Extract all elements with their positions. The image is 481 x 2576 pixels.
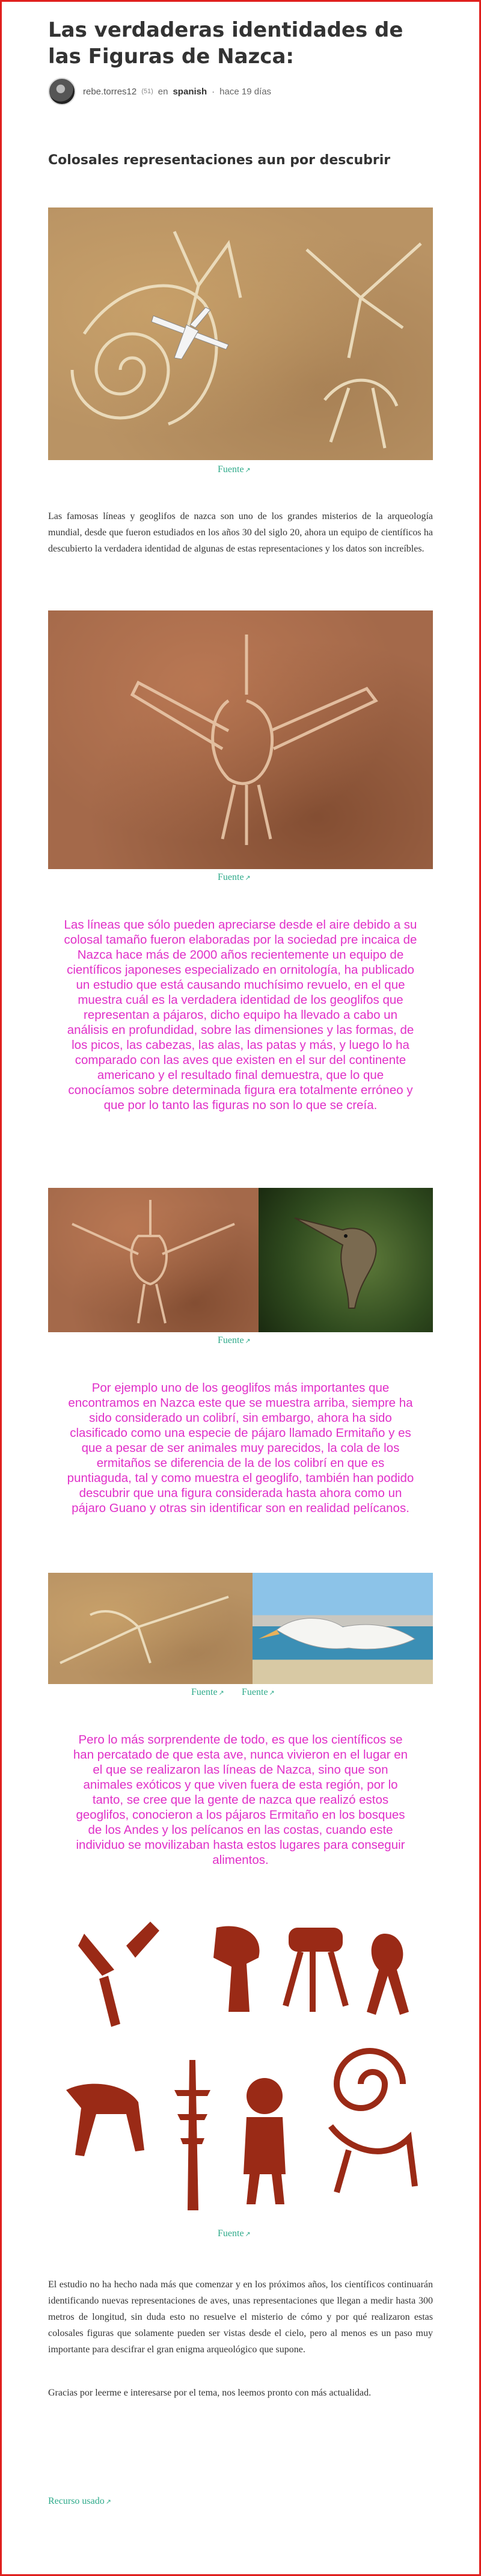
hermit-bird-drawing	[259, 1188, 433, 1332]
source-link-5[interactable]	[242, 1687, 275, 1698]
hummingbird-geoglyph-image	[48, 610, 433, 869]
conclusion-paragraph: El estudio no ha hecho nada más que comenzar y en los próximos años, los científicos continuarán identificando nuevas representaciones de aves, unas representaciones que llegan a medir hasta 300 metros de longitud, sin duda esto no resuelve el misterio de cómo y por qué realizaron estas colosales figuras que solamente pueden ser vistas desde el cielo, pero al menos es un paso muy importante para descifrar el gran enigma arqueológico que supone.	[48, 2279, 433, 2355]
hermit-bird-photo	[259, 1188, 433, 1332]
nazca-lines-drawing	[48, 207, 433, 460]
source-link-4[interactable]	[191, 1687, 224, 1698]
external-link-icon: ↗	[245, 875, 251, 882]
external-link-icon: ↗	[105, 2498, 111, 2506]
source-link-label: Fuente	[191, 1687, 218, 1697]
meta-separator: ·	[212, 86, 215, 97]
article-subtitle: Colosales representaciones aun por descubrir	[48, 153, 391, 168]
external-link-icon: ↗	[245, 2231, 251, 2238]
hermit-geoglyph-image	[48, 1188, 259, 1332]
language-prefix: en	[158, 86, 168, 97]
post-meta	[48, 77, 433, 106]
pelican-geoglyph-image	[48, 1573, 253, 1684]
source-link-3[interactable]	[218, 1335, 251, 1346]
author-name[interactable]: rebe.torres12	[83, 86, 137, 97]
glyphs-drawing	[48, 1910, 433, 2222]
pink-paragraph-2: Por ejemplo uno de los geoglifos más importantes que encontramos en Nazca este que se muestra arriba, siempre ha sido considerado un colibrí, sin embargo, ahora ha sido clasificado como una especie de pájaro llamado Ermitaño y es que a pesar de ser animales muy parecidos, la cola de los ermitaños se diferencia de la de los colibrí en que es puntiaguda, tal y como muestra el geoglifo, también han podido descubrir que una figura considerada hasta ahora como un pájaro Guano y otras sin identificar son en realidad pelícanos.	[67, 1381, 414, 1515]
pelican-photo	[253, 1573, 433, 1684]
pelican-drawing	[253, 1573, 433, 1684]
external-link-icon: ↗	[245, 1338, 251, 1345]
pelican-geoglyph-drawing	[48, 1573, 253, 1684]
avatar[interactable]	[48, 78, 76, 105]
hermit-geoglyph-drawing	[48, 1188, 259, 1332]
language-tag[interactable]: spanish	[173, 86, 207, 97]
resource-link[interactable]	[48, 2496, 111, 2507]
source-link-2[interactable]	[218, 872, 251, 883]
external-link-icon: ↗	[218, 1689, 224, 1697]
external-link-icon: ↗	[245, 467, 251, 474]
intro-paragraph: Las famosas líneas y geoglifos de nazca son uno de los grandes misterios de la arqueología mundial, desde que fueron estudiados en los años 30 del siglo 20, ahora un equipo de científicos ha descubierto la verdadera identidad de algunas de estas representaciones y los datos son increíbles.	[48, 511, 433, 554]
source-link-label: Fuente	[218, 2228, 244, 2239]
nazca-aerial-image	[48, 207, 433, 460]
hummingbird-geoglyph-drawing	[48, 610, 433, 869]
source-link-label: Fuente	[242, 1687, 268, 1697]
source-link-6[interactable]	[218, 2228, 251, 2239]
thanks-paragraph: Gracias por leerme e interesarse por el tema, nos leemos pronto con más actualidad.	[48, 2388, 372, 2398]
source-link-1[interactable]	[218, 464, 251, 475]
article-title: Las verdaderas identidades de las Figuras de Nazca:	[48, 18, 403, 69]
external-link-icon: ↗	[269, 1689, 275, 1697]
nazca-glyphs-illustration	[48, 1910, 433, 2222]
pink-paragraph-3: Pero lo más sorprendente de todo, es que los científicos se han percatado de que esta ave, nunca vivieron en el lugar en el que se realizaron las líneas de Nazca, sino que son animales exóticos y que viven fuera de esta región, por lo tanto, se cree que la gente de nazca que realizó estos geoglifos, conocieron a los pájaros Ermitaño en los bosques de los Andes y los pelícanos en las costas, cuando este individuo se movilizaban hasta estos lugares para conseguir alimentos.	[73, 1733, 408, 1867]
source-link-label: Fuente	[218, 1335, 244, 1345]
post-time: hace 19 días	[219, 86, 272, 97]
source-link-label: Fuente	[218, 872, 244, 882]
source-link-label: Fuente	[218, 464, 244, 475]
pink-paragraph-1: Las líneas que sólo pueden apreciarse desde el aire debido a su colosal tamaño fueron elaboradas por la sociedad pre incaica de Nazca hace más de 2000 años recientemente un equipo de científicos japoneses especializado en ornitología, ha publicado un estudio que está causando muchísimo revuelo, en el que muestra cuál es la verdadera identidad de los geoglifos que representan a pájaros, dicho equipo ha llevado a cabo un análisis en profundidad, sobre las dimensiones y las formas, de los picos, las cabezas, las alas, las patas y más, y luego lo ha comparado con las aves que existen en el sur del continente americano y el resultado final demuestra, que lo que conocíamos sobre determinada figura era totalmente erróneo y que por lo tanto las figuras no son lo que se creía.	[64, 918, 417, 1112]
author-reputation: (51)	[141, 88, 153, 95]
resource-link-label: Recurso usado	[48, 2496, 105, 2506]
